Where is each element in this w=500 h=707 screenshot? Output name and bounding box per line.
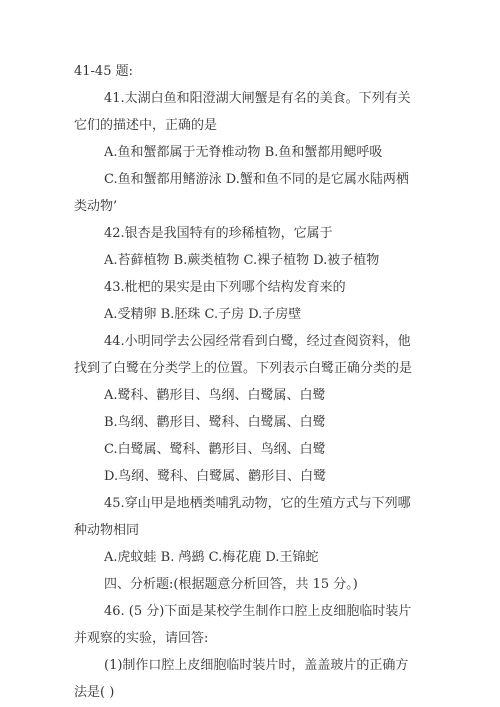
- text-line-header: 41-45 题:: [74, 64, 133, 79]
- question-41-options-cd-cont: 类动物’: [74, 199, 118, 214]
- question-44-option-c: C.白鹭属、鹭科、鹳形目、鸟纲、白鹭: [104, 442, 326, 457]
- question-41-stem: 41.太湖白鱼和阳澄湖大闸蟹是有名的美食。下列有关: [104, 91, 411, 106]
- question-46-stem: 46. (5 分)下面是某校学生制作口腔上皮细胞临时装片: [104, 604, 412, 619]
- question-41-options-ab: A.鱼和蟹都属于无脊椎动物 B.鱼和蟹都用鳃呼吸: [104, 145, 383, 160]
- question-41-options-cd: C.鱼和蟹都用鳍游泳 D.蟹和鱼不同的是它属水陆两栖: [104, 172, 409, 187]
- question-46-part-1: (1)制作口腔上皮细胞临时装片时，盖盖玻片的正确方: [104, 658, 409, 673]
- section-4-heading: 四、分析题:(根据题意分析回答，共 15 分。): [104, 577, 358, 592]
- question-44-stem-cont: 找到了白鹭在分类学上的位置。下列表示白鹭正确分类的是: [74, 361, 413, 376]
- question-44-option-b: B.鸟纲、鹳形目、鹭科、白鹭属、白鹭: [104, 415, 326, 430]
- question-43-options: A.受精卵 B.胚珠 C.子房 D.子房壁: [104, 307, 302, 322]
- question-41-stem-cont: 它们的描述中，正确的是: [74, 118, 218, 133]
- question-45-stem-cont: 种动物相同: [74, 523, 140, 538]
- question-45-options: A.虎蚊蛙 B. 鸬鹚 C.梅花鹿 D.王锦蛇: [104, 550, 319, 565]
- question-46-part-1-cont: 法是( ): [74, 685, 115, 700]
- question-43-stem: 43.枇杷的果实是由下列哪个结构发育来的: [104, 280, 346, 295]
- question-44-option-d: D.鸟纲、鹭科、白鹭属、鹳形目、白鹭: [104, 469, 327, 484]
- question-42-stem: 42.银杏是我国特有的珍稀植物，它属于: [104, 226, 333, 241]
- question-44-option-a: A.鹭科、鹳形目、鸟纲、白鹭属、白鹭: [104, 388, 326, 403]
- question-44-stem: 44.小明同学去公园经常看到白鹭，经过查阅资料，他: [104, 334, 411, 349]
- question-46-stem-cont: 并观察的实验，请回答:: [74, 631, 209, 646]
- question-45-stem: 45.穿山甲是地栖类哺乳动物，它的生殖方式与下列哪: [104, 496, 411, 511]
- question-42-options: A.苔藓植物 B.蕨类植物 C.裸子植物 D.被子植物: [104, 253, 380, 268]
